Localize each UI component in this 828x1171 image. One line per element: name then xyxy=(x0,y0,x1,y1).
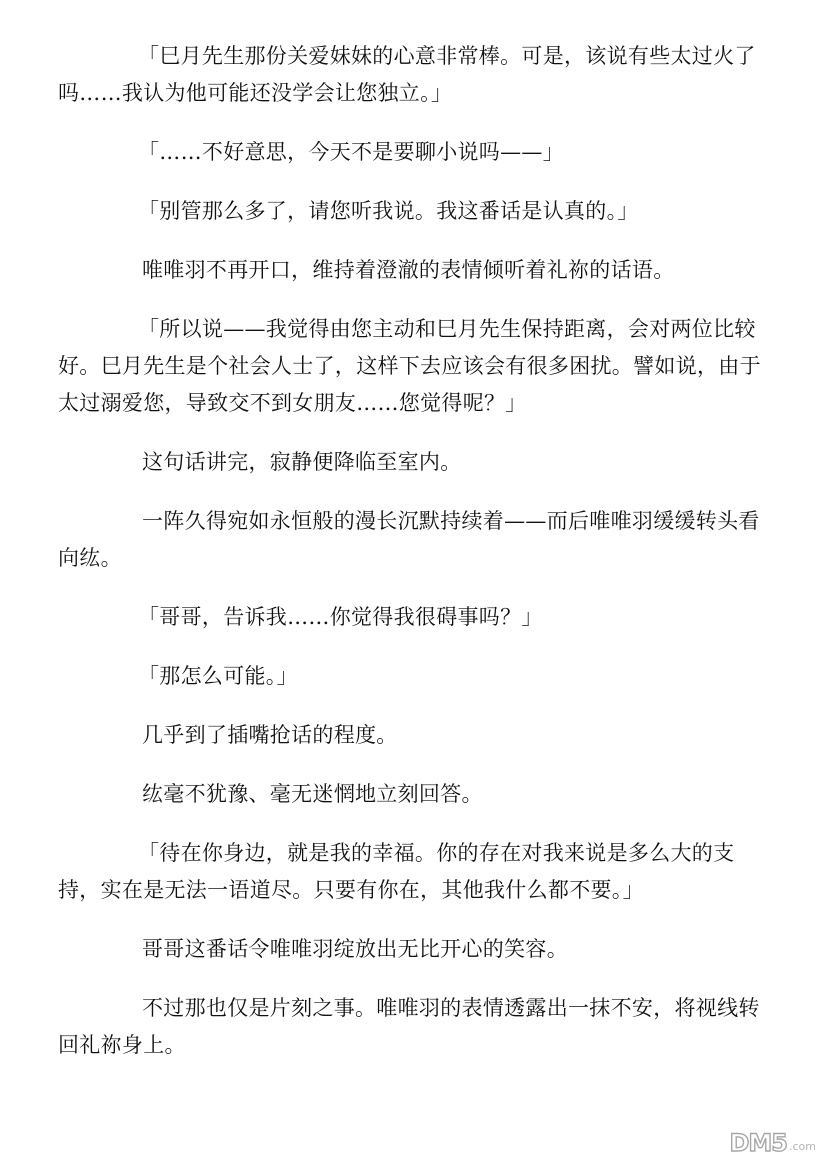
paragraph-11: 纮毫不犹豫、毫无迷惘地立刻回答。 xyxy=(142,782,483,806)
paragraph-13: 哥哥这番话令唯唯羽绽放出无比开心的笑容。 xyxy=(142,937,568,961)
watermark-text: DM5 xyxy=(729,1129,787,1157)
paragraph-6: 这句话讲完，寂静便降临至室内。 xyxy=(142,450,462,474)
paragraph-7: 一阵久得宛如永恒般的漫长沉默持续着——而后唯唯羽缓缓转头看向纮。 xyxy=(58,509,760,570)
paragraph-8: 「哥哥，告诉我……你觉得我很碍事吗？」 xyxy=(138,605,543,629)
paragraph-5: 「所以说——我觉得由您主动和巳月先生保持距离，会对两位比较好。巳月先生是个社会人士了，这样下去应该会有很多困扰。譬如说，由于太过溺爱您，导致交不到女朋友……您觉得呢？」 xyxy=(58,317,761,415)
paragraph-2: 「……不好意思，今天不是要聊小说吗——」 xyxy=(138,140,564,164)
document-page xyxy=(58,38,774,1064)
paragraph-12: 「待在你身边，就是我的幸福。你的存在对我来说是多么大的支持，实在是无法一语道尽。只要有你在，其他我什么都不要。」 xyxy=(58,841,735,902)
watermark-suffix: .com xyxy=(789,1140,816,1153)
paragraph-9: 「那怎么可能。」 xyxy=(138,664,298,688)
paragraph-10: 几乎到了插嘴抢话的程度。 xyxy=(142,723,398,747)
paragraph-3: 「别管那么多了，请您听我说。我这番话是认真的。」 xyxy=(138,199,639,223)
site-watermark-logo xyxy=(704,1129,816,1157)
paragraph-14: 不过那也仅是片刻之事。唯唯羽的表情透露出一抹不安，将视线转回礼祢身上。 xyxy=(58,996,760,1057)
paragraph-4: 唯唯羽不再开口，维持着澄澈的表情倾听着礼祢的话语。 xyxy=(142,258,675,282)
paragraph-1: 「巳月先生那份关爱妹妹的心意非常棒。可是，该说有些太过火了吗……我认为他可能还没学会让您独立。」 xyxy=(58,44,756,105)
